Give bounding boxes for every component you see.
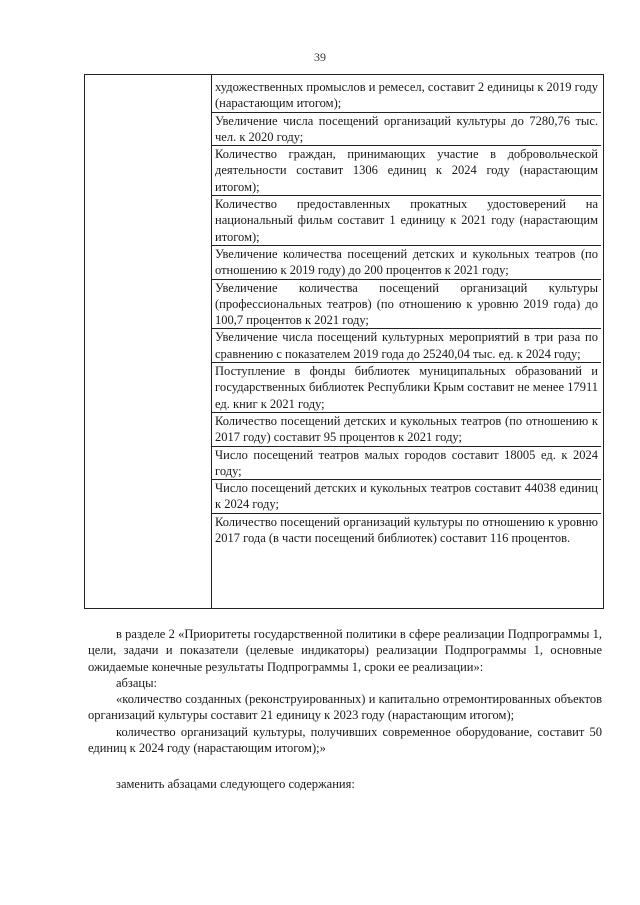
- indicator-table: [84, 74, 604, 609]
- table-row: Число посещений детских и кукольных театров составит 44038 единиц к 2024 году;: [211, 480, 601, 514]
- paragraphs-label: абзацы:: [116, 675, 157, 690]
- table-row: Количество предоставленных прокатных удостоверений на национальный фильм составит 1 единицу к 2021 году (нарастающим итогом);: [211, 196, 601, 246]
- table-row: Число посещений театров малых городов составит 18005 ед. к 2024 году;: [211, 447, 601, 481]
- table-row: Увеличение числа посещений организаций культуры до 7280,76 тыс. чел. к 2020 году;: [211, 113, 601, 147]
- page-number: 39: [314, 50, 326, 64]
- table-row: Количество посещений детских и кукольных театров (по отношению к 2017 году) составит 95 процентов к 2021 году;: [211, 413, 601, 447]
- table-row: художественных промыслов и ремесел, составит 2 единицы к 2019 году (нарастающим итогом);: [211, 79, 601, 113]
- quoted-paragraph: «количество созданных (реконструированных) и капитально отремонтированных объектов организаций культуры составит 21 единицу к 2023 году (нарастающим итогом);: [88, 692, 602, 723]
- document-body: [88, 626, 602, 793]
- table-row: Количество посещений организаций культуры по отношению к уровню 2017 года (в части посещений библиотек) составит 116 процентов.: [215, 514, 598, 546]
- table-row: Увеличение количества посещений организаций культуры (профессиональных театров) (по отношению к уровню 2019 года) до 100,7 процентов к 2021 году;: [211, 280, 601, 330]
- section-intro-paragraph: в разделе 2 «Приоритеты государственной политики в сфере реализации Подпрограммы 1, цели, задачи и показатели (целевые индикаторы) реализации Подпрограммы 1, основные ожидаемые конечные результаты Подпрограммы 1, сроки ее реализации»:: [88, 627, 602, 674]
- table-row: Количество граждан, принимающих участие в добровольческой деятельности составит 1306 единиц к 2024 году (нарастающим итогом);: [211, 146, 601, 196]
- quoted-paragraph: количество организаций культуры, получивших современное оборудование, составит 50 единиц к 2024 году (нарастающим итогом);»: [88, 724, 602, 756]
- indicator-cell: [215, 79, 598, 546]
- replace-instruction: заменить абзацами следующего содержания:: [116, 777, 355, 792]
- table-row: Поступление в фонды библиотек муниципальных образований и государственных библиотек Республики Крым составит не менее 17911 ед. книг к 2021 году;: [211, 363, 601, 413]
- table-row: Увеличение числа посещений культурных мероприятий в три раза по сравнению с показателем 2019 года до 25240,04 тыс. ед. к 2024 году;: [211, 329, 601, 363]
- table-row: Увеличение количества посещений детских и кукольных театров (по отношению к 2019 году) до 200 процентов к 2021 году;: [211, 246, 601, 280]
